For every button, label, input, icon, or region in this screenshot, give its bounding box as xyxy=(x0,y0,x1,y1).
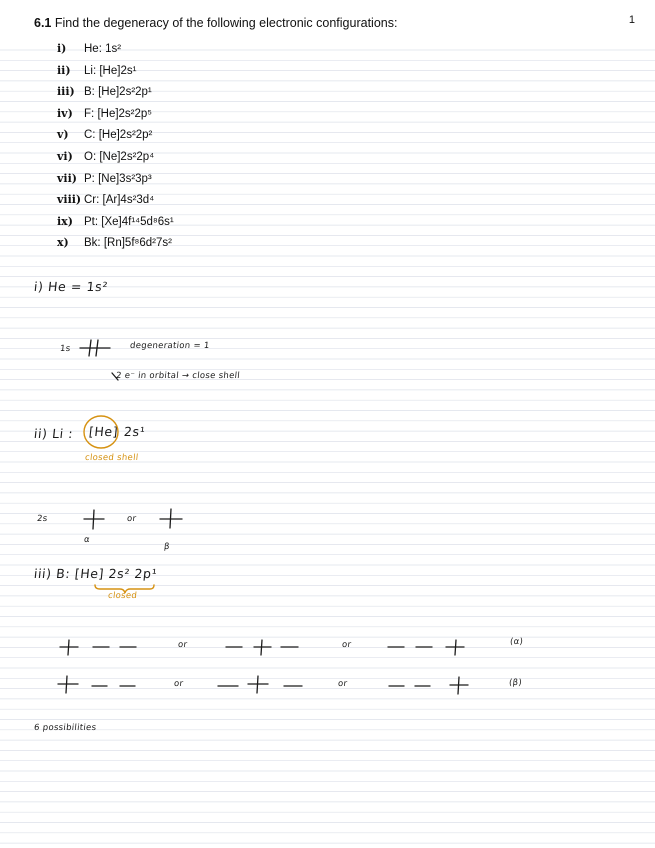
li-2s-beta-electron xyxy=(160,509,182,528)
list-item: vii) P: [Ne]3s²3p³ xyxy=(57,171,152,185)
he-orbital-label: 1s xyxy=(59,344,71,354)
li-orbital-label: 2s xyxy=(36,514,48,524)
b-core-note: closed xyxy=(107,591,138,601)
li-or: or xyxy=(126,514,137,524)
b-alpha-row xyxy=(60,640,464,655)
he-heading: i) He = 1s² xyxy=(33,279,109,294)
b-alpha-label: (α) xyxy=(509,637,524,647)
list-item: x) Bk: [Rn]5f⁸6d²7s² xyxy=(57,236,172,250)
list-item: vi) O: [Ne]2s²2p⁴ xyxy=(57,149,155,163)
li-valence: 2s¹ xyxy=(123,424,147,439)
li-heading: ii) Li : xyxy=(33,426,75,441)
he-degeneration: degeneration = 1 xyxy=(129,341,211,351)
li-core-note: closed shell xyxy=(84,453,139,463)
he-paired-electrons xyxy=(80,340,110,356)
li-core-circle xyxy=(84,416,118,448)
he-reason-arrow xyxy=(112,373,118,380)
problem-text: Find the degeneracy of the following electronic configurations: xyxy=(54,16,398,30)
li-alpha: α xyxy=(83,535,91,545)
list-item: i) He: 1s² xyxy=(57,42,122,55)
list-item: v) C: [He]2s²2p² xyxy=(57,128,153,142)
b-or-3: or xyxy=(173,679,184,689)
b-conclusion: 6 possibilities xyxy=(33,723,97,733)
list-item: ix) Pt: [Xe]4f¹⁴5d⁸6s¹ xyxy=(57,214,174,228)
b-beta-label: (β) xyxy=(508,678,523,688)
list-item: iii) B: [He]2s²2p¹ xyxy=(57,85,152,99)
list-item: iv) F: [He]2s²2p⁵ xyxy=(57,106,153,120)
b-or-4: or xyxy=(337,679,348,689)
problem-number: 6.1 xyxy=(34,16,52,30)
li-2s-alpha-electron xyxy=(84,510,104,529)
he-reason: 2 e⁻ in orbital → close shell xyxy=(115,371,241,381)
b-beta-row xyxy=(58,676,468,694)
list-item: ii) Li: [He]2s¹ xyxy=(57,63,137,77)
b-or-1: or xyxy=(177,640,188,650)
li-beta: β xyxy=(163,542,171,552)
page-number: 1 xyxy=(628,14,635,26)
b-core-underbrace xyxy=(95,585,154,593)
b-heading: iii) B: [He] 2s² 2p¹ xyxy=(33,566,158,581)
li-core: [He] xyxy=(88,424,120,439)
b-or-2: or xyxy=(341,640,352,650)
list-item: viii) Cr: [Ar]4s²3d⁴ xyxy=(57,193,155,207)
